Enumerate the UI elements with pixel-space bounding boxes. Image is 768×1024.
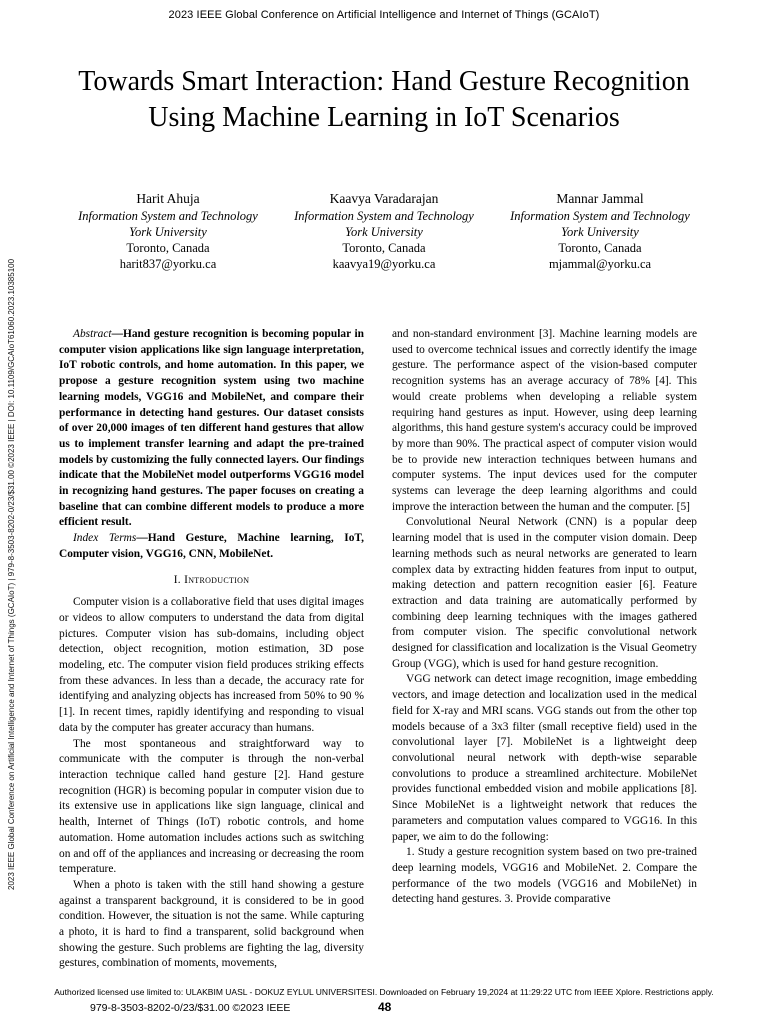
- intro-paragraph-4: Convolutional Neural Network (CNN) is a popular deep learning model that is used in the computer vision domain. Deep learning methods such as neural networks are generated to learn complex data by extracting hidden features from input to output, making detection and pattern recognition easier [6]. Feature extraction and data training are automatically performed by combining deep learning techniques with the images gathered from computer vision. The specific convolutional network designed for classification and localization is the Visual Geometry Group (VGG), which is used for hand gesture recognition.: [392, 516, 697, 670]
- index-terms-text: —Hand Gesture, Machine learning, IoT, Computer vision, VGG16, CNN, MobileNet.: [59, 532, 364, 560]
- author-location: Toronto, Canada: [342, 241, 426, 255]
- author-email: harit837@yorku.ca: [119, 257, 217, 271]
- author-location: Toronto, Canada: [558, 241, 642, 255]
- section-heading: [59, 573, 364, 589]
- author-university: York University: [129, 225, 207, 239]
- intro-continuation: and non-standard environment [3]. Machine learning models are used to overcome technical issues and correctly identify the image gesture. The performance aspect of the vision-based computer recognition systems has an average accuracy of 78% [4]. This would create problems when developing a reliable system requiring hand gestures as input. However, using deep learning algorithms, this hand gesture system's accuracy could be improved by more than 90%. The practical aspect of computer vision would be to provide new interaction techniques between humans and computer systems. The input devices used for the computer systems can leverage the deep learning algorithms and could improve the interaction between the human and the computer. [5]: [392, 328, 697, 513]
- isbn-notice: 979-8-3503-8202-0/23/$31.00 ©2023 IEEE: [90, 1002, 291, 1014]
- author-email: kaavya19@yorku.ca: [332, 257, 436, 271]
- author-university: York University: [561, 225, 639, 239]
- author-block: [60, 191, 708, 272]
- conference-header: 2023 IEEE Global Conference on Artificial Intelligence and Internet of Things (GCAIoT): [168, 9, 600, 21]
- side-doi-note: 2023 IEEE Global Conference on Artificial Intelligence and Internet of Things (GCAIoT) | 979-8-3503-8202-0/23/$31.00 ©2023 IEEE | DOI: 10.1109/GCAIoT61060.2023.10385100: [7, 258, 16, 890]
- intro-paragraph-2: The most spontaneous and straightforward way to communicate with the computer is through the non-verbal interaction technique called hand gesture [2]. Hand gesture recognition (HGR) is becoming popular in computer vision due to its extensive use in applications like sign language, clinical and health, Internet of Things (IoT) robotic controls, and home automation. Home automation includes actions such as switching on and off of the appliances and increasing or decreasing the room temperature.: [59, 737, 364, 876]
- author-2: [276, 191, 492, 272]
- author-name: Mannar Jammal: [556, 191, 644, 206]
- page-number: 48: [378, 1000, 392, 1014]
- section-title: Introduction: [184, 573, 250, 586]
- author-name: Harit Ahuja: [136, 191, 200, 206]
- intro-paragraph-5: VGG network can detect image recognition, image embedding vectors, and image detection and localization used in the medical field for X-ray and MRI scans. VGG stands out from the other top models because of a 3x3 filter (small receptive field) used in the convolutional layer [7]. MobileNet is a lightweight deep convolutional neural network with depth-wise separable convolutions to produce a streamlined architecture. MobileNet provides functional embedded vision and mobile applications [8]. Since MobileNet is a lightweight network that reduces the parameters and computation values compared to VGG16. In this paper, we aim to do the following:: [392, 673, 697, 843]
- intro-paragraph-1: Computer vision is a collaborative field that uses digital images or videos to allow computers to understand the data from digital pictures. Computer vision has sub-domains, including object detection, object recognition, motion estimation, 3D pose modeling, etc. The computer vision field produces striking effects from these advances. In less than a decade, the accuracy rate for identifying and analyzing objects has increased from 50% to 90 % [1]. In recent times, rapidly identifying and responding to visual data by the computer has greater accuracy than humans.: [59, 596, 364, 734]
- left-column: [59, 327, 364, 972]
- abstract-label: Abstract: [73, 328, 112, 340]
- index-terms-label: Index Terms: [73, 532, 137, 545]
- author-affiliation: Information System and Technology: [294, 209, 474, 223]
- authorized-use-notice: Authorized licensed use limited to: ULAKBIM UASL - DOKUZ EYLUL UNIVERSITESI. Downloaded on February 19,2024 at 11:29:22 UTC from IEEE Xplore. Restrictions apply.: [54, 987, 714, 997]
- author-affiliation: Information System and Technology: [78, 209, 258, 223]
- author-email: mjammal@yorku.ca: [548, 257, 652, 271]
- index-terms: [59, 531, 364, 562]
- author-1: [60, 191, 276, 272]
- author-3: [492, 191, 708, 272]
- author-name: Kaavya Varadarajan: [329, 191, 439, 206]
- author-affiliation: Information System and Technology: [510, 209, 690, 223]
- paper-title: Towards Smart Interaction: Hand Gesture Recognition Using Machine Learning in IoT Scenarios: [78, 66, 690, 133]
- abstract: [59, 327, 364, 531]
- right-column: [392, 327, 697, 908]
- intro-paragraph-6: 1. Study a gesture recognition system based on two pre-trained deep learning models, VGG16 and MobileNet. 2. Compare the performance of the two models (VGG16 and MobileNet) in detecting hand gestures. 3. Provide comparative: [392, 846, 697, 906]
- author-location: Toronto, Canada: [126, 241, 210, 255]
- intro-paragraph-3: When a photo is taken with the still hand showing a gesture against a transparent background, it is considered to be in good condition. However, the situation is not the same. While capturing a photo, it is hard to find a transparent, solid background when showing the gesture. Such problems are fighting the lag, diversity gestures, combination of moments, movements,: [59, 878, 364, 970]
- abstract-text: —Hand gesture recognition is becoming popular in computer vision applications like sign language interpretation, IoT robotic controls, and home automation. In this paper, we propose a gesture recognition system using two machine learning models, VGG16 and MobileNet, and compare their performance in detecting hand gestures. Our dataset consists of over 20,000 images of ten different hand gestures that allow us to implement transfer learning and adapt the pre-trained models by customizing the fully connected layers. Our findings indicate that the MobileNet model outperforms VGG16 model in recognizing hand gestures. The paper focuses on creating a baseline that can combine different models to produce a more efficient result.: [59, 328, 364, 529]
- author-university: York University: [345, 225, 423, 239]
- section-number: I.: [173, 573, 181, 586]
